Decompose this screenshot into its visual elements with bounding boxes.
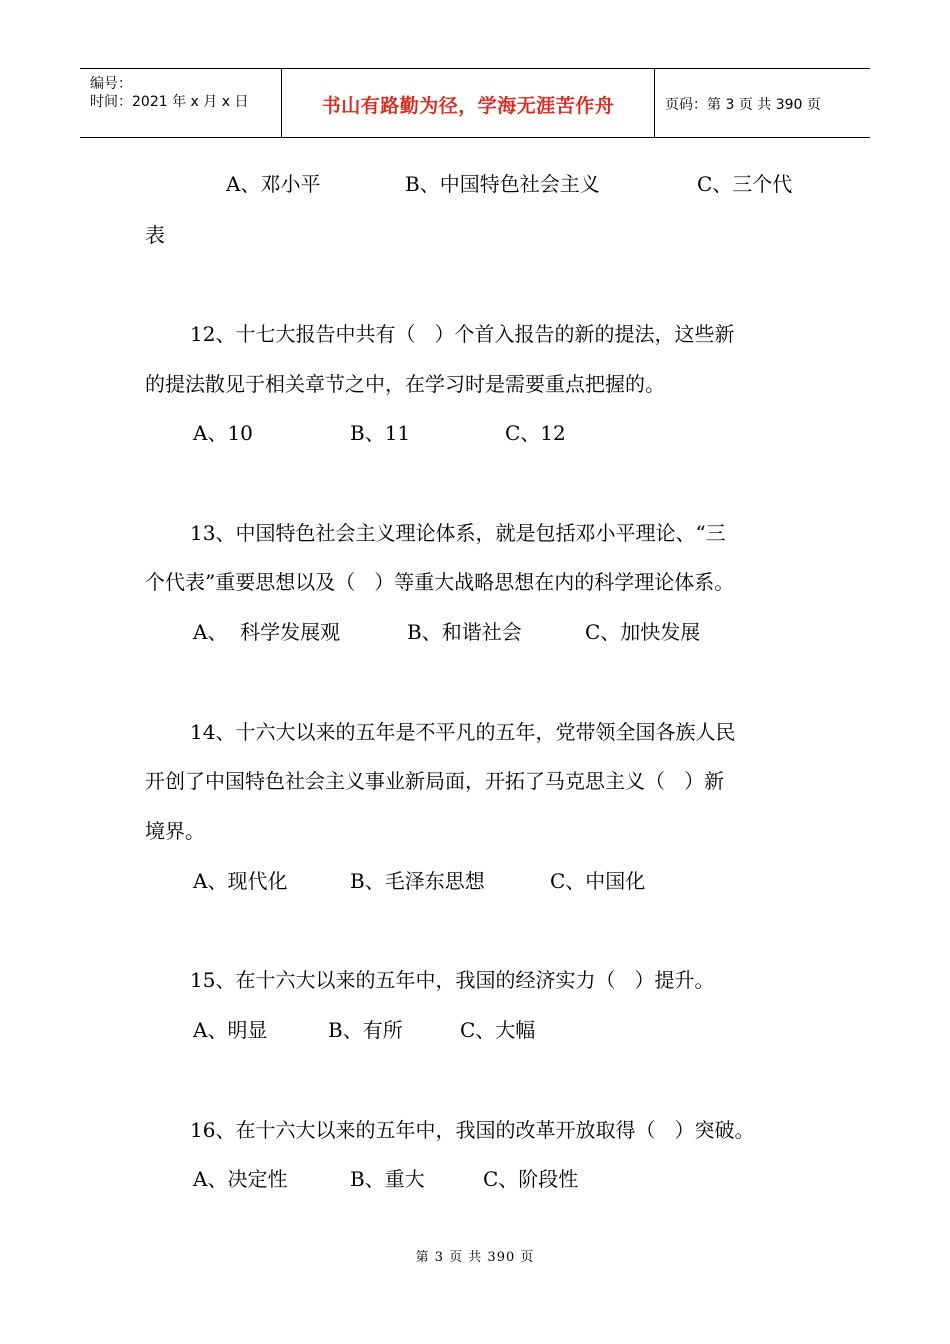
q16-option-c: C、阶段性 xyxy=(483,1167,579,1191)
q11-option-c-continued: 表 xyxy=(145,223,165,247)
header-motto-cell xyxy=(282,69,655,137)
q15-option-a: A、明显 xyxy=(193,1018,268,1042)
q13-option-c: C、加快发展 xyxy=(585,620,701,644)
q15-option-b: B、有所 xyxy=(328,1018,403,1042)
q12-option-c: C、12 xyxy=(505,421,566,445)
q14-stem-line3: 境界。 xyxy=(145,819,205,843)
q12-option-a: A、10 xyxy=(193,421,253,445)
document-date: 时间：2021 年 x 月 x 日 xyxy=(90,94,249,110)
q14-option-c: C、中国化 xyxy=(550,869,646,893)
q11-option-c: C、三个代 xyxy=(697,172,793,196)
header-meta-cell xyxy=(80,69,282,137)
q11-option-a: A、邓小平 xyxy=(226,172,321,196)
q15-option-c: C、大幅 xyxy=(460,1018,536,1042)
q14-stem-line1: 14、十六大以来的五年是不平凡的五年，党带领全国各族人民 xyxy=(190,720,736,744)
q16-option-b: B、重大 xyxy=(350,1167,425,1191)
q14-option-a: A、现代化 xyxy=(193,869,288,893)
page-header xyxy=(80,68,870,138)
q12-stem-line1: 12、十七大报告中共有（ ）个首入报告的新的提法，这些新 xyxy=(190,322,735,346)
header-page-code: 页码：第 3 页 共 390 页 xyxy=(665,97,821,113)
q11-option-b: B、中国特色社会主义 xyxy=(405,172,600,196)
q13-option-b: B、和谐社会 xyxy=(407,620,522,644)
q16-stem-line1: 16、在十六大以来的五年中，我国的改革开放取得（ ）突破。 xyxy=(190,1118,755,1142)
q15-stem-line1: 15、在十六大以来的五年中，我国的经济实力（ ）提升。 xyxy=(190,968,715,992)
q13-stem-line2: 个代表”重要思想以及（ ）等重大战略思想在内的科学理论体系。 xyxy=(145,570,735,594)
document-number-label: 编号： xyxy=(90,76,132,92)
q14-stem-line2: 开创了中国特色社会主义事业新局面，开拓了马克思主义（ ）新 xyxy=(145,769,725,793)
q14-option-b: B、毛泽东思想 xyxy=(350,869,485,893)
header-motto: 书山有路勤为径，学海无涯苦作舟 xyxy=(321,95,615,117)
q16-option-a: A、决定性 xyxy=(193,1167,288,1191)
page-footer: 第 3 页 共 390 页 xyxy=(415,1250,535,1265)
q12-stem-line2: 的提法散见于相关章节之中，在学习时是需要重点把握的。 xyxy=(145,372,665,396)
q12-option-b: B、11 xyxy=(350,421,411,445)
q13-option-a: A、 科学发展观 xyxy=(193,620,341,644)
q13-stem-line1: 13、中国特色社会主义理论体系，就是包括邓小平理论、“三 xyxy=(190,521,726,545)
header-page-cell xyxy=(655,69,870,137)
